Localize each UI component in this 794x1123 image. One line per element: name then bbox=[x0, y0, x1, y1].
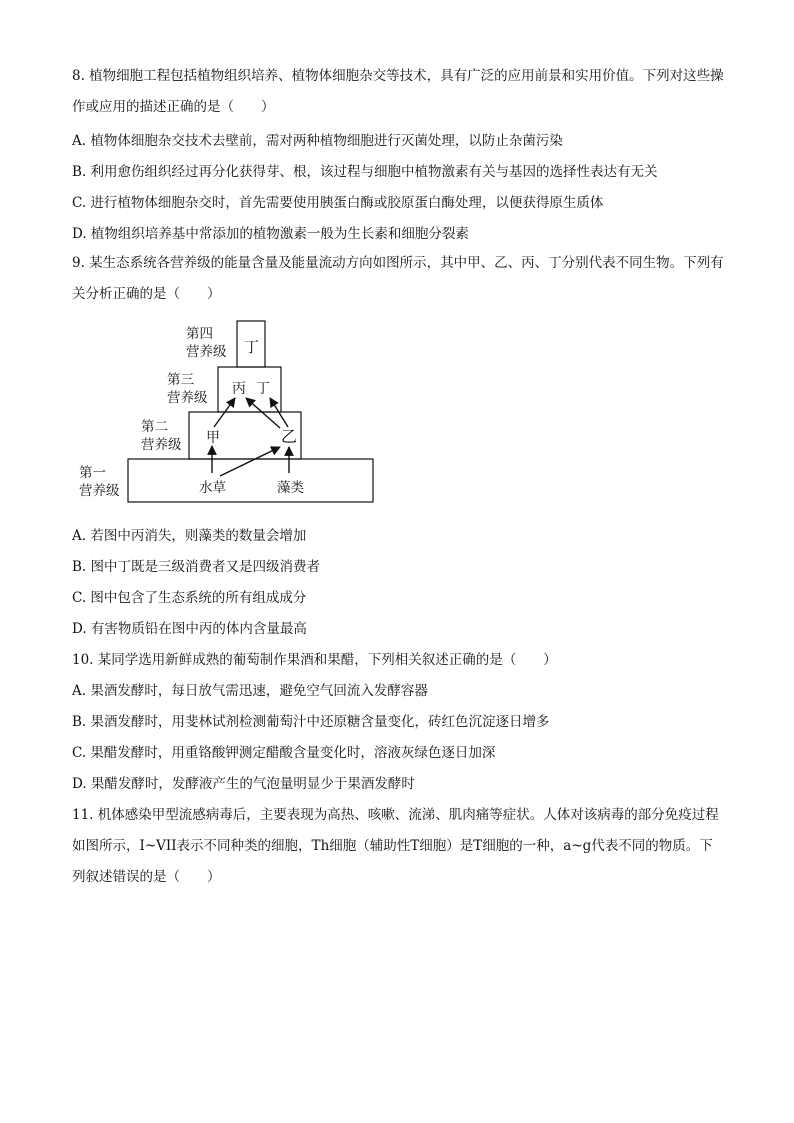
organism-jia: 甲 bbox=[206, 430, 220, 446]
question-10-option-d: D. 果醋发酵时，发酵液产生的气泡量明显少于果酒发酵时 bbox=[72, 776, 415, 792]
level-2-label-line2: 营养级 bbox=[141, 437, 182, 453]
level-4-box bbox=[237, 321, 265, 367]
question-10-option-b: B. 果酒发酵时，用斐林试剂检测葡萄汁中还原糖含量变化，砖红色沉淀逐日增多 bbox=[72, 714, 550, 730]
level-3-box bbox=[218, 367, 281, 412]
question-9-option-b: B. 图中丁既是三级消费者又是四级消费者 bbox=[72, 559, 321, 575]
level-1-label-line1: 第一 bbox=[79, 465, 106, 481]
question-8-option-a: A. 植物体细胞杂交技术去壁前，需对两种植物细胞进行灭菌处理，以防止杂菌污染 bbox=[72, 133, 563, 149]
level-1-box bbox=[128, 459, 373, 502]
organism-bing: 丙 bbox=[232, 381, 246, 397]
organism-zaolei: 藻类 bbox=[277, 480, 304, 496]
question-9-stem: 9. 某生态系统各营养级的能量含量及能量流动方向如图所示，其中甲、乙、丙、丁分别代表不同生物。下列有关分析正确的是（ ） bbox=[72, 255, 724, 302]
level-3-label-line2: 营养级 bbox=[167, 390, 208, 406]
question-9-option-d: D. 有害物质铅在图中丙的体内含量最高 bbox=[72, 621, 307, 637]
question-10-stem: 10. 某同学选用新鲜成熟的葡萄制作果酒和果醋，下列相关叙述正确的是（ ） bbox=[72, 652, 557, 668]
level-2-label-line1: 第二 bbox=[141, 419, 168, 435]
arrow-jia-to-bing bbox=[214, 398, 235, 427]
level-4-label-line1: 第四 bbox=[186, 326, 213, 342]
question-8-stem: 8. 植物细胞工程包括植物组织培养、植物体细胞杂交等技术，具有广泛的应用前景和实用价值。下列对这些操作或应用的描述正确的是（ ） bbox=[72, 68, 724, 115]
question-10-option-a: A. 果酒发酵时，每日放气需迅速，避免空气回流入发酵容器 bbox=[72, 683, 428, 699]
level-4-label-line2: 营养级 bbox=[186, 344, 227, 360]
question-8-option-c: C. 进行植物体细胞杂交时，首先需要使用胰蛋白酶或胶原蛋白酶处理，以便获得原生质体 bbox=[72, 195, 604, 211]
question-9-option-a: A. 若图中丙消失，则藻类的数量会增加 bbox=[72, 528, 307, 544]
question-9-option-c: C. 图中包含了生态系统的所有组成成分 bbox=[72, 590, 307, 606]
question-11-stem: 11. 机体感染甲型流感病毒后，主要表现为高热、咳嗽、流涕、肌肉痛等症状。人体对该病毒的部分免疫过程如图所示，I~VII表示不同种类的细胞，Th细胞（辅助性T细胞）是T细胞的一种，a~g代表不同的物质。下列叙述错误的是（ ） bbox=[72, 807, 719, 885]
question-8-option-b: B. 利用愈伤组织经过再分化获得芽、根，该过程与细胞中植物激素有关与基因的选择性表达有无关 bbox=[72, 164, 658, 180]
arrow-shuicao-to-yi bbox=[220, 447, 280, 476]
question-10-option-c: C. 果醋发酵时，用重铬酸钾测定醋酸含量变化时，溶液灰绿色逐日加深 bbox=[72, 745, 496, 761]
arrow-yi-to-bing bbox=[246, 398, 280, 428]
level-2-box bbox=[189, 412, 301, 459]
organism-ding-top: 丁 bbox=[244, 338, 260, 356]
organism-ding-mid: 丁 bbox=[256, 381, 270, 397]
organism-shuicao: 水草 bbox=[199, 480, 226, 496]
level-3-label-line1: 第三 bbox=[167, 372, 194, 388]
question-8-option-d: D. 植物组织培养基中常添加的植物激素一般为生长素和细胞分裂素 bbox=[72, 226, 469, 242]
level-1-label-line2: 营养级 bbox=[79, 483, 120, 499]
organism-yi: 乙 bbox=[281, 427, 298, 446]
arrow-yi-to-ding bbox=[270, 398, 288, 427]
